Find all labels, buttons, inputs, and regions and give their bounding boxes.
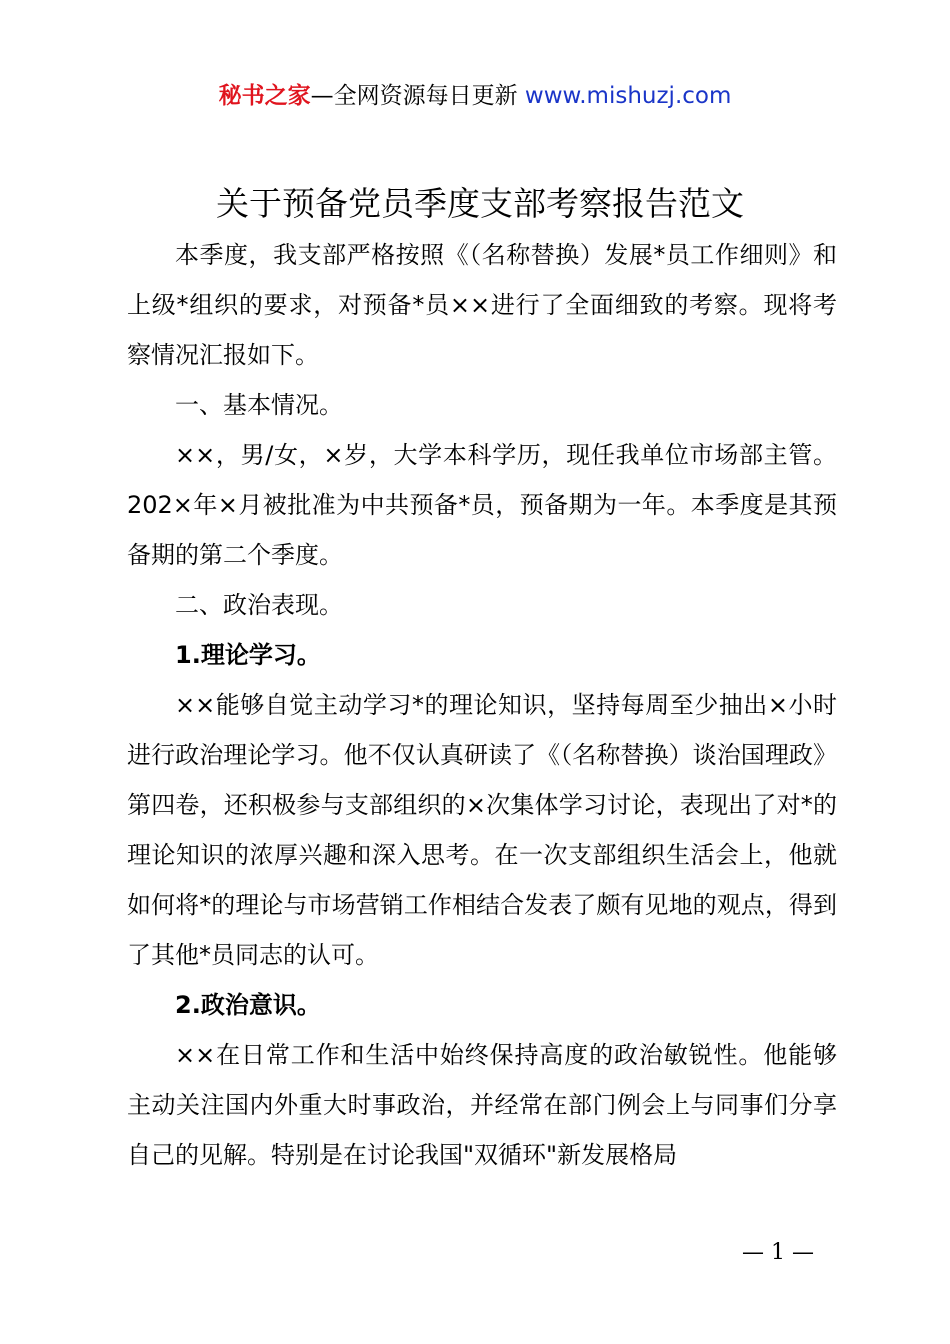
brand-name: 秘书之家 bbox=[218, 83, 311, 109]
site-header bbox=[0, 80, 950, 112]
intro-paragraph: 本季度，我支部严格按照《（名称替换）发展*员工作细则》和上级*组织的要求，对预备*员××进行了全面细致的考察。现将考察情况汇报如下。 bbox=[127, 241, 837, 369]
basic-info-paragraph: ××，男/女，×岁，大学本科学历，现任我单位市场部主管。202×年×月被批准为中共预备*员，预备期为一年。本季度是其预备期的第二个季度。 bbox=[127, 441, 837, 569]
page-number: — 1 — bbox=[742, 1240, 814, 1265]
subheading-political-awareness: 2.政治意识。 bbox=[175, 991, 321, 1019]
theory-study-paragraph: ××能够自觉主动学习*的理论知识，坚持每周至少抽出×小时进行政治理论学习。他不仅认真研读了《（名称替换）谈治国理政》第四卷，还积极参与支部组织的×次集体学习讨论，表现出了对*的理论知识的浓厚兴趣和深入思考。在一次支部组织生活会上，他就如何将*的理论与市场营销工作相结合发表了颇有见地的观点，得到了其他*员同志的认可。 bbox=[127, 691, 837, 969]
document-title: 关于预备党员季度支部考察报告范文 bbox=[216, 184, 744, 223]
document-body bbox=[127, 230, 837, 1180]
political-awareness-paragraph: ××在日常工作和生活中始终保持高度的政治敏锐性。他能够主动关注国内外重大时事政治，并经常在部门例会上与同事们分享自己的见解。特别是在讨论我国"双循环"新发展格局 bbox=[127, 1041, 837, 1169]
header-slogan: —全网资源每日更新 bbox=[310, 83, 525, 109]
section-heading-basic-info: 一、基本情况。 bbox=[175, 391, 343, 419]
section-heading-political: 二、政治表现。 bbox=[175, 591, 343, 619]
subheading-theory-study: 1.理论学习。 bbox=[175, 641, 321, 669]
site-url-link[interactable]: www.mishuzj.com bbox=[524, 83, 732, 109]
